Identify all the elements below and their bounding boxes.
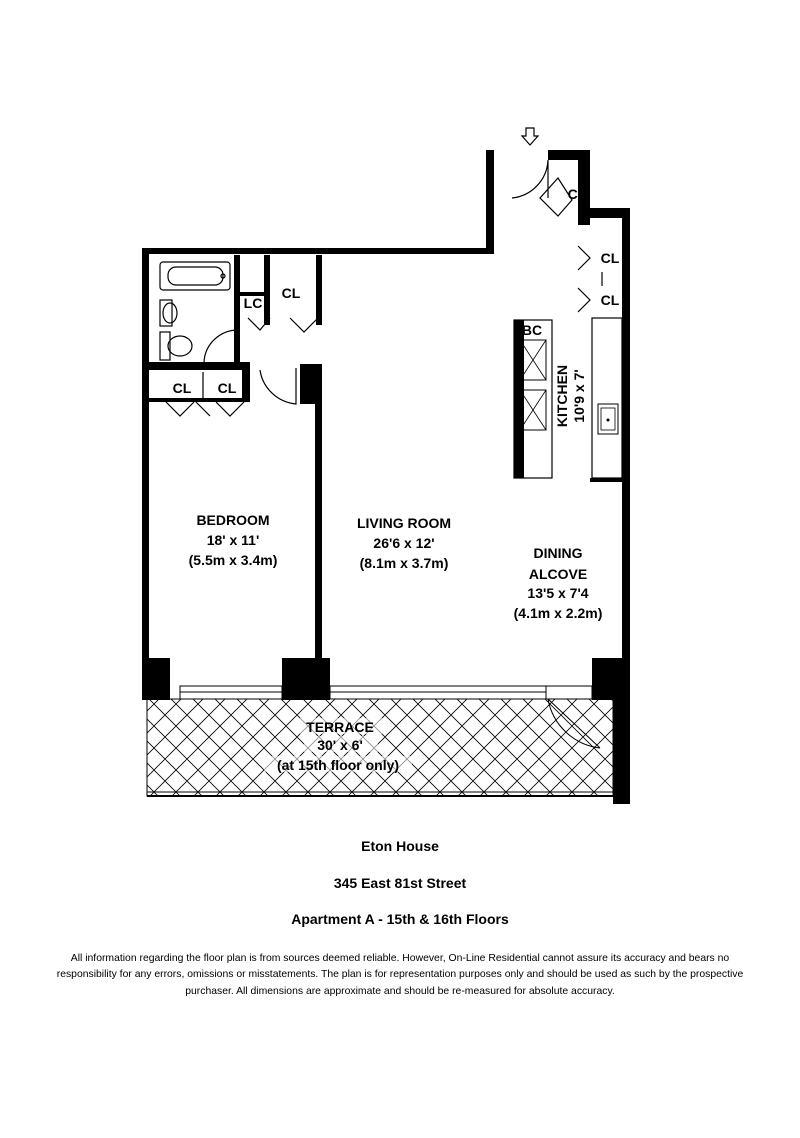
dining-alcove-dim-imperial: 13'5 x 7'4 [527, 585, 589, 601]
entry-door-swing [512, 160, 548, 198]
closet-label-bedroom-right: CL [217, 380, 237, 396]
dining-alcove-name-line2: ALCOVE [528, 566, 588, 582]
building-name: Eton House [361, 838, 439, 854]
closet-label-entry: CL [567, 186, 587, 202]
building-address: 345 East 81st Street [333, 875, 467, 891]
bedroom-dim-imperial: 18' x 11' [206, 532, 260, 548]
living-room-dim-metric: (8.1m x 3.7m) [359, 555, 449, 571]
kitchen-name: KITCHEN [554, 364, 570, 428]
dining-alcove-name-line1: DINING [533, 545, 583, 561]
closet-label-hall-lower: CL [600, 292, 620, 308]
closet-label-bedroom-left: CL [172, 380, 192, 396]
bathroom-fixtures [160, 262, 238, 362]
terrace-name: TERRACE [306, 719, 374, 735]
interior-walls [142, 255, 322, 660]
living-room-name: LIVING ROOM [356, 515, 452, 531]
terrace-area [147, 699, 613, 796]
dining-alcove-dim-metric: (4.1m x 2.2m) [513, 605, 603, 621]
closet-label-hall-upper: CL [600, 250, 620, 266]
bedroom-name: BEDROOM [196, 512, 270, 528]
kitchen-dim-imperial: 10'9 x 7' [571, 369, 587, 423]
bedroom-dim-metric: (5.5m x 3.4m) [188, 552, 278, 568]
terrace-note: (at 15th floor only) [276, 757, 400, 773]
disclaimer-text: All information regarding the floor plan is from sources deemed reliable. However, On-Line Residential cannot assure its accuracy and bears no responsibility for any errors, omissions or misstatements. The plan is for representation purposes only and should be used as such by the prospective purchaser. All dimensions are approximate and should be re-measured for absolute accuracy. [56, 953, 744, 997]
terrace-dim-imperial: 30' x 6' [317, 737, 363, 753]
closet-label-linen: LC [243, 295, 263, 311]
apartment-title: Apartment A - 15th & 16th Floors [291, 911, 509, 927]
entry-arrow-icon [522, 128, 538, 145]
closet-label-broom: BC [521, 322, 543, 338]
window-wall [142, 658, 622, 700]
closet-label-bath-hall: CL [281, 285, 301, 301]
bedroom-door-swing [260, 368, 296, 404]
living-room-dim-imperial: 26'6 x 12' [373, 535, 435, 551]
